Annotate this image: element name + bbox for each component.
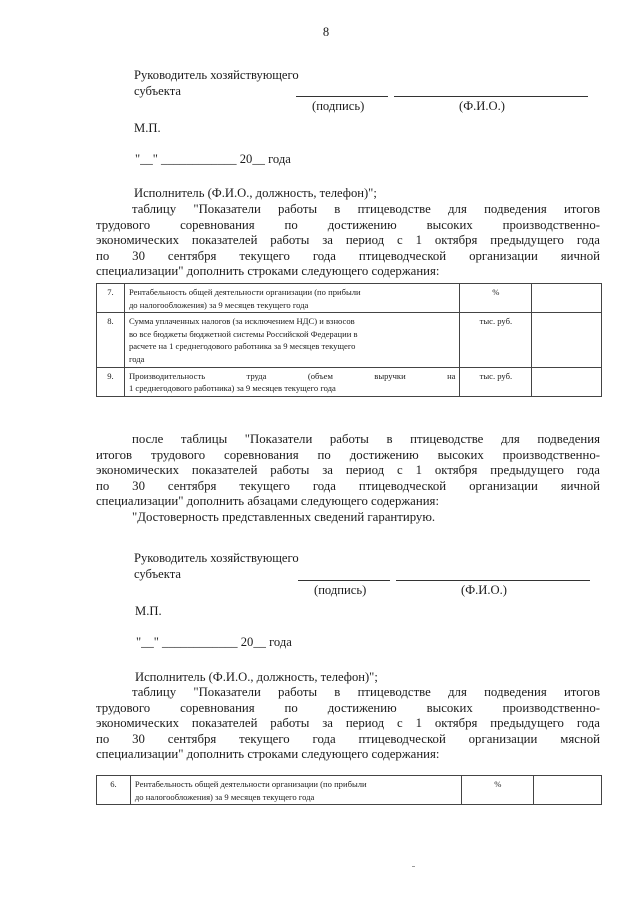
paragraph-line: трудового соревнования по достижению высоких производственно-	[96, 217, 600, 232]
paragraph-2	[96, 202, 600, 280]
signature-label: (подпись)	[312, 99, 365, 113]
table-row	[97, 776, 602, 805]
paragraph-line: после таблицы "Показатели работы в птицеводстве для подведения	[132, 432, 600, 446]
indicators-table-egg	[96, 283, 602, 397]
paragraph-4	[96, 685, 600, 763]
page-number: 8	[322, 25, 330, 39]
fio-label: (Ф.И.О.)	[459, 99, 505, 113]
mp-label: М.П.	[134, 121, 161, 135]
row-indicator	[124, 367, 460, 396]
date-line: "__" ____________ 20__ года	[135, 152, 291, 166]
paragraph-line: по 30 сентября текущего года птицеводческой организации яичной	[96, 478, 600, 493]
indicator-line: до налогообложения) за 9 месяцев текущего года	[134, 791, 315, 802]
row-value-cell	[532, 367, 602, 396]
head-line-1: Руководитель хозяйствующего	[134, 68, 299, 82]
indicator-line: расчете на 1 среднегодового работника за 9 месяцев текущего	[128, 341, 356, 352]
paragraph-line: специализации" дополнить строками следующего содержания:	[96, 264, 440, 278]
row-value-cell	[534, 776, 602, 805]
indicator-line: Рентабельность общей деятельности организации (по прибыли	[134, 779, 367, 789]
signature-label: (подпись)	[314, 583, 367, 597]
row-number: 7.	[97, 284, 125, 313]
head-line-2: субъекта	[134, 567, 181, 581]
date-line: "__" ____________ 20__ года	[136, 635, 292, 649]
table-row	[97, 284, 602, 313]
executor-line: Исполнитель (Ф.И.О., должность, телефон)";	[134, 186, 377, 200]
row-indicator	[124, 284, 460, 313]
paragraph-line: специализации" дополнить строками следующего содержания:	[96, 747, 440, 761]
row-unit: тыс. руб.	[460, 313, 532, 367]
guarantee-quote: "Достоверность представленных сведений гарантирую.	[132, 509, 436, 524]
fio-line	[394, 96, 588, 97]
row-number: 8.	[97, 313, 125, 367]
head-line-2: субъекта	[134, 84, 181, 98]
indicator-line: Производительность труда (объем выручки на	[128, 370, 456, 381]
signature-line	[296, 96, 388, 97]
signature-line	[298, 580, 390, 581]
paragraph-line: экономических показателей работы за период с 1 октября предыдущего года	[96, 716, 600, 730]
paragraph-line: по 30 сентября текущего года птицеводческой организации яичной	[96, 248, 600, 263]
row-indicator	[124, 313, 460, 367]
paragraph-3	[96, 432, 600, 525]
indicator-line: во все бюджеты бюджетной системы Российской Федерации в	[128, 328, 358, 339]
row-value-cell	[532, 313, 602, 367]
indicator-line: 1 среднегодового работника) за 9 месяцев текущего года	[128, 383, 336, 394]
scan-speck	[412, 866, 415, 867]
paragraph-line: итогов трудового соревнования по достижению высоких производственно-	[96, 447, 600, 462]
paragraph-line: трудового соревнования по достижению высоких производственно-	[96, 700, 600, 715]
paragraph-line: таблицу "Показатели работы в птицеводстве для подведения итогов	[132, 202, 600, 216]
paragraph-line: по 30 сентября текущего года птицеводческой организации мясной	[96, 731, 600, 746]
indicator-line: до налогообложения) за 9 месяцев текущего года	[128, 299, 309, 310]
paragraph-line: специализации" дополнить абзацами следующего содержания:	[96, 494, 439, 508]
row-unit: тыс. руб.	[460, 367, 532, 396]
row-indicator	[130, 776, 462, 805]
indicator-line: Рентабельность общей деятельности организации (по прибыли	[128, 287, 361, 297]
row-number: 9.	[97, 367, 125, 396]
fio-line	[396, 580, 590, 581]
indicators-table-meat	[96, 775, 602, 805]
paragraph-line: экономических показателей работы за период с 1 октября предыдущего года	[96, 463, 600, 477]
row-value-cell	[532, 284, 602, 313]
indicator-line: Сумма уплаченных налогов (за исключением НДС) и взносов	[128, 316, 355, 327]
table-row	[97, 367, 602, 396]
executor-line: Исполнитель (Ф.И.О., должность, телефон)";	[135, 670, 378, 684]
paragraph-line: таблицу "Показатели работы в птицеводстве для подведения итогов	[132, 685, 600, 699]
fio-label: (Ф.И.О.)	[461, 583, 507, 597]
paragraph-line: экономических показателей работы за период с 1 октября предыдущего года	[96, 233, 600, 247]
mp-label: М.П.	[135, 604, 162, 618]
table-row	[97, 313, 602, 367]
head-line-1: Руководитель хозяйствующего	[134, 551, 299, 565]
row-unit: %	[462, 776, 534, 805]
row-unit: %	[460, 284, 532, 313]
indicator-line: года	[128, 353, 145, 364]
row-number: 6.	[97, 776, 131, 805]
